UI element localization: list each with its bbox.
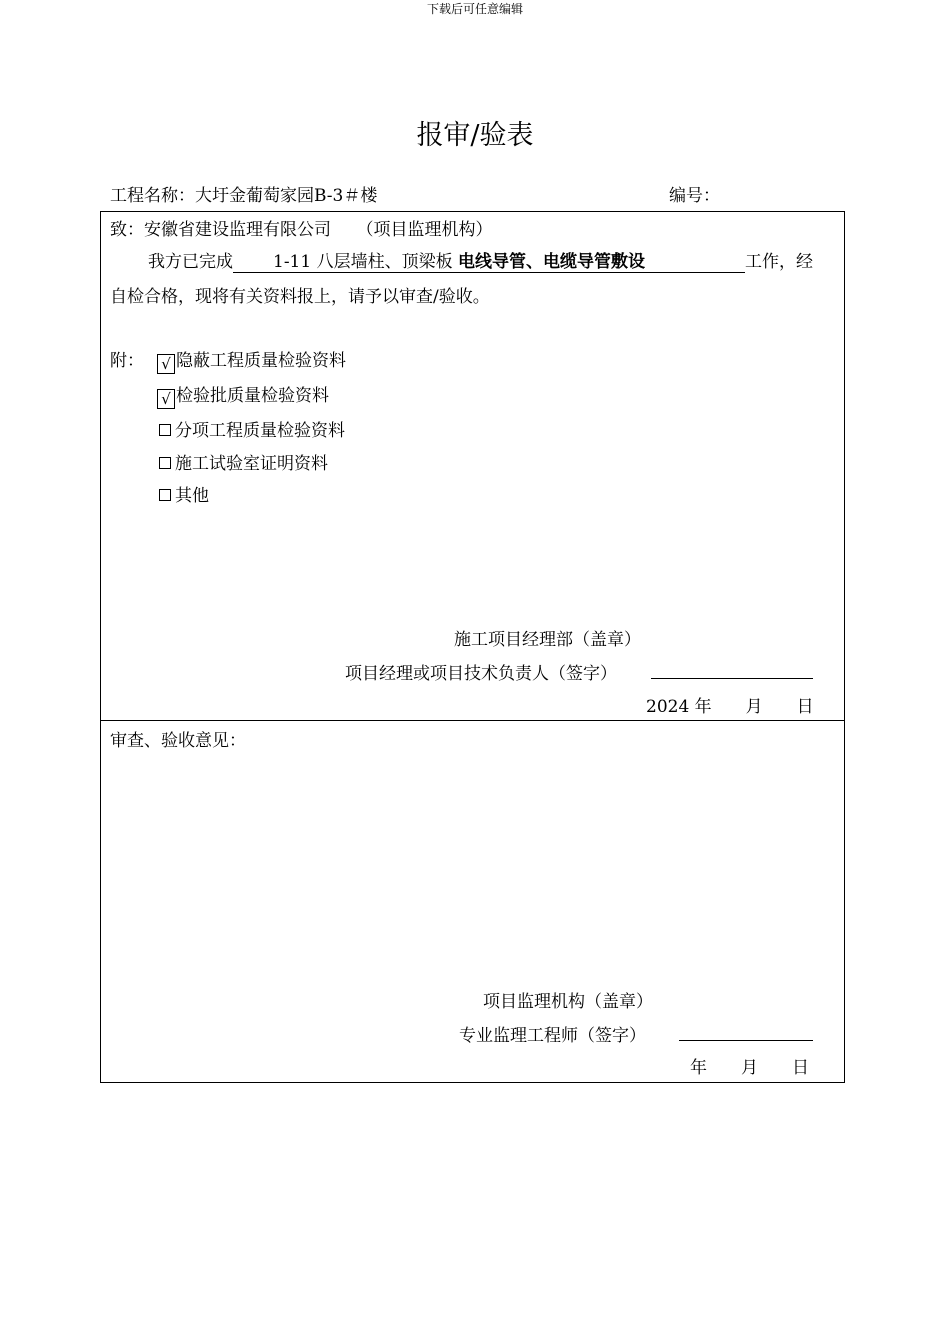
contractor-date: 2024 年 月 日 (646, 697, 814, 717)
check-icon[interactable]: √ (157, 389, 175, 409)
supervisor-signature-line[interactable] (679, 1040, 813, 1041)
empty-checkbox-icon[interactable] (159, 489, 171, 501)
check-icon[interactable]: √ (157, 354, 175, 374)
header-note: 下载后可任意编辑 (426, 2, 523, 16)
statement-prefix: 我方已完成 (148, 252, 233, 272)
contractor-signature-line[interactable] (651, 678, 813, 679)
attachment-item[interactable] (159, 449, 328, 474)
attachment-label: 施工试验室证明资料 (175, 454, 328, 474)
attachment-label: 检验批质量检验资料 (176, 386, 329, 406)
project-label: 工程名称： (110, 186, 195, 206)
attachment-label: 隐蔽工程质量检验资料 (176, 351, 346, 371)
supervisor-signer-label: 专业监理工程师（签字） (459, 1026, 646, 1046)
addressee-line: 致：安徽省建设监理有限公司 （项目监理机构） (110, 220, 493, 240)
attachment-item[interactable] (157, 381, 329, 409)
project-name: 大圩金葡萄家园B-3＃楼 (195, 186, 378, 206)
review-opinion-label: 审查、验收意见： (110, 731, 246, 751)
empty-checkbox-icon[interactable] (159, 424, 171, 436)
attachment-item[interactable] (157, 346, 346, 374)
attachment-label: 分项工程质量检验资料 (175, 421, 345, 441)
review-date: 年 月 日 (690, 1058, 809, 1078)
attachment-item[interactable] (159, 481, 209, 506)
contractor-signer-label: 项目经理或项目技术负责人（签字） (345, 664, 617, 684)
project-name-line (110, 181, 377, 206)
statement-suffix: 工作，经 (745, 252, 813, 272)
work-fill-underline (233, 247, 745, 273)
document-title: 报审/验表 (416, 120, 534, 151)
work-item: 电线导管、电缆导管敷设 (458, 252, 646, 272)
attachment-item[interactable] (159, 416, 345, 441)
attachments-label: 附： (110, 351, 144, 371)
contractor-seal: 施工项目经理部（盖章） (454, 630, 641, 650)
work-scope: 1-11 八层墙柱、顶梁板 (273, 252, 453, 272)
section-divider (100, 720, 845, 721)
statement-line-2: 自检合格，现将有关资料报上，请予以审查/验收。 (110, 287, 490, 307)
statement-line (148, 247, 813, 273)
number-label: 编号： (669, 186, 720, 206)
empty-checkbox-icon[interactable] (159, 457, 171, 469)
attachment-label: 其他 (175, 486, 209, 506)
supervision-seal: 项目监理机构（盖章） (483, 992, 653, 1012)
